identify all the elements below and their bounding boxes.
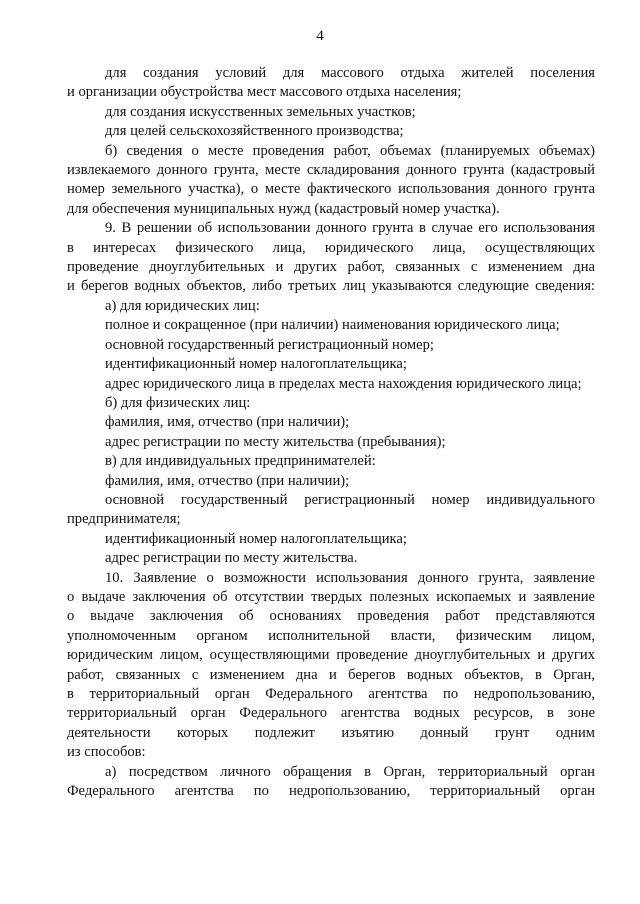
text-line: в территориальный орган Федерального агентства по недропользованию,	[67, 686, 595, 702]
text-line: работ, связанных с изменением дна и берегов водных объектов, в Орган,	[67, 666, 595, 683]
text-line: юридическим лицом, осуществляющими проведение дноуглубительных и других	[67, 647, 595, 664]
text-line: фамилия, имя, отчество (при наличии);	[105, 472, 350, 489]
text-line: адрес регистрации по месту жительства (пребывания);	[105, 433, 446, 450]
text-line: Федерального агентства по недропользованию, территориальный орган	[67, 783, 595, 800]
text-line: адрес юридического лица в пределах места нахождения юридического лица;	[105, 375, 582, 392]
text-line: и берегов водных объектов, либо третьих лиц указываются следующие сведения:	[67, 278, 595, 295]
text-line: в интересах физического лица, юридического лица, осуществляющих	[67, 239, 595, 256]
text-line: для создания условий для массового отдыха жителей поселения	[105, 65, 595, 81]
text-line: для создания искусственных земельных участков;	[105, 103, 416, 120]
text-line: из способов:	[67, 744, 146, 761]
text-line: адрес регистрации по месту жительства.	[105, 550, 358, 567]
text-line: о выдаче заключения об основаниях проведения работ представляются	[67, 608, 595, 625]
text-line: для обеспечения муниципальных нужд (кадастровый номер участка).	[67, 200, 500, 217]
text-line: б) сведения о месте проведения работ, объемах (планируемых объемах)	[105, 142, 595, 159]
text-line: б) для физических лиц:	[105, 394, 251, 411]
text-line: в) для индивидуальных предпринимателей:	[105, 453, 376, 470]
text-line: основной государственный регистрационный номер;	[105, 336, 434, 353]
text-line: проведение дноуглубительных и других работ, связанных с изменением дна	[67, 259, 595, 276]
text-line: территориальный орган Федерального агентства водных ресурсов, в зоне	[67, 705, 595, 722]
text-line: а) посредством личного обращения в Орган, территориальный орган	[105, 763, 595, 780]
text-line: фамилия, имя, отчество (при наличии);	[105, 414, 350, 431]
text-line: основной государственный регистрационный номер индивидуального	[105, 491, 595, 508]
text-line: для целей сельскохозяйственного производства;	[105, 123, 404, 140]
text-line: о выдаче заключения об отсутствии твердых полезных ископаемых и заявление	[67, 588, 595, 605]
text-line: идентификационный номер налогоплательщика;	[105, 356, 407, 373]
text-line: и организации обустройства мест массового отдыха населения;	[67, 84, 462, 101]
document-body	[67, 64, 595, 801]
text-line: деятельности которых подлежит изъятию донный грунт одним	[67, 724, 595, 741]
text-line: полное и сокращенное (при наличии) наименования юридического лица;	[105, 317, 560, 334]
text-line: идентификационный номер налогоплательщика;	[105, 530, 407, 547]
page-number: 4	[316, 28, 324, 44]
text-line: номер земельного участка), о месте фактического использования донного грунта	[67, 181, 595, 198]
text-line: предпринимателя;	[67, 511, 181, 528]
text-line: 9. В решении об использовании донного грунта в случае его использования	[105, 220, 595, 237]
text-line: а) для юридических лиц:	[105, 297, 260, 314]
text-line: уполномоченным органом исполнительной власти, физическим лицом,	[67, 627, 595, 644]
text-line: 10. Заявление о возможности использования донного грунта, заявление	[105, 569, 595, 586]
text-line: извлекаемого донного грунта, месте складирования донного грунта (кадастровый	[67, 162, 595, 179]
